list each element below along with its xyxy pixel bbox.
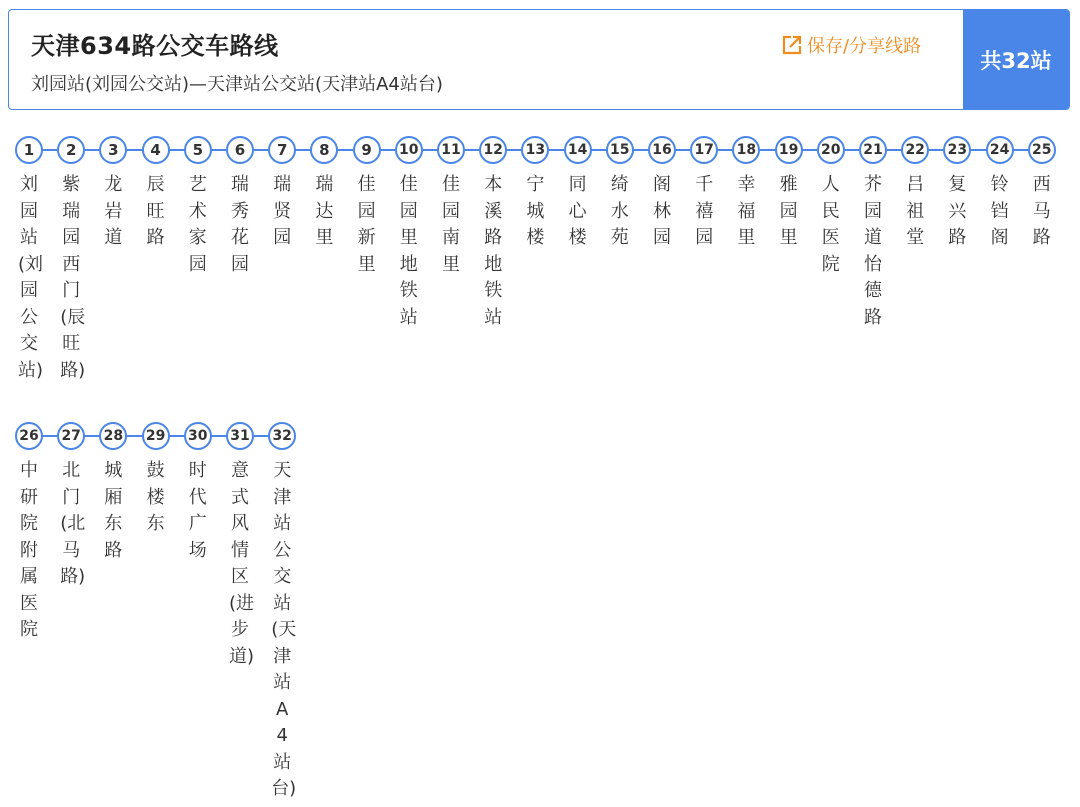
stop-name: 同心楼 xyxy=(568,174,587,248)
stop-name: 紫瑞园西门(辰旺路) xyxy=(60,174,86,381)
stop-number: 30 xyxy=(184,422,212,450)
stop-item[interactable] xyxy=(514,136,556,252)
stop-item[interactable] xyxy=(346,136,388,278)
stop-item[interactable] xyxy=(641,136,683,252)
stop-number: 4 xyxy=(142,136,170,164)
stop-item[interactable] xyxy=(219,136,261,278)
stop-item[interactable] xyxy=(8,136,50,384)
stop-number: 8 xyxy=(310,136,338,164)
stop-number: 6 xyxy=(226,136,254,164)
stop-number: 7 xyxy=(268,136,296,164)
stop-number: 26 xyxy=(15,422,43,450)
stop-number: 29 xyxy=(142,422,170,450)
stop-name: 宁城楼 xyxy=(526,174,545,248)
stop-name: 刘园站(刘园公交站) xyxy=(18,174,44,381)
stop-number: 11 xyxy=(437,136,465,164)
stop-item[interactable] xyxy=(135,136,177,252)
stop-name: 佳园新里 xyxy=(357,174,376,275)
stop-number: 27 xyxy=(57,422,85,450)
stop-number: 5 xyxy=(184,136,212,164)
stop-count-badge: 共32站 xyxy=(963,10,1069,109)
stop-number: 18 xyxy=(732,136,760,164)
stop-item[interactable] xyxy=(261,136,303,252)
stop-number: 25 xyxy=(1028,136,1056,164)
stop-name: 时代广场 xyxy=(188,460,207,561)
stop-name: 阁林园 xyxy=(653,174,671,248)
stop-number: 16 xyxy=(648,136,676,164)
stop-name: 绮水苑 xyxy=(610,174,629,248)
stop-number: 28 xyxy=(99,422,127,450)
stop-name: 鼓楼东 xyxy=(146,460,165,534)
stop-name: 艺术家园 xyxy=(188,174,207,275)
stop-number: 2 xyxy=(57,136,85,164)
stop-item[interactable] xyxy=(1021,136,1063,252)
stop-item[interactable] xyxy=(219,422,261,670)
stop-number: 3 xyxy=(99,136,127,164)
stop-item[interactable] xyxy=(768,136,810,252)
stop-item[interactable] xyxy=(388,136,430,331)
stop-item[interactable] xyxy=(92,136,134,252)
stop-number: 14 xyxy=(564,136,592,164)
stop-item[interactable] xyxy=(303,136,345,252)
share-label: 保存/分享线路 xyxy=(807,36,922,57)
route-subtitle: 刘园站(刘园公交站)—天津站公交站(天津站A4站台) xyxy=(31,74,443,95)
stop-name: 佳园南里 xyxy=(442,174,460,275)
stop-name: 中研院附属医院 xyxy=(20,460,38,640)
stop-number: 22 xyxy=(901,136,929,164)
stop-item[interactable] xyxy=(135,422,177,538)
stop-name: 千禧园 xyxy=(695,174,714,248)
stop-item[interactable] xyxy=(557,136,599,252)
stop-number: 9 xyxy=(353,136,381,164)
stop-item[interactable] xyxy=(725,136,767,252)
stop-name: 瑞达里 xyxy=(315,174,334,248)
stop-item[interactable] xyxy=(50,136,92,384)
stop-item[interactable] xyxy=(894,136,936,252)
stop-number: 20 xyxy=(817,136,845,164)
route-title: 天津634路公交车路线 xyxy=(31,32,279,60)
stop-number: 21 xyxy=(859,136,887,164)
stop-number: 1 xyxy=(15,136,43,164)
stop-name: 吕祖堂 xyxy=(906,174,925,248)
stop-item[interactable] xyxy=(810,136,852,278)
stop-item[interactable] xyxy=(599,136,641,252)
stop-item[interactable] xyxy=(852,136,894,331)
stop-item[interactable] xyxy=(92,422,134,564)
stop-item[interactable] xyxy=(177,136,219,278)
route-header xyxy=(8,9,1070,110)
share-icon xyxy=(781,34,803,56)
stop-item[interactable] xyxy=(683,136,725,252)
stop-name: 瑞贤园 xyxy=(273,174,292,248)
stop-name: 北门(北马路) xyxy=(60,460,86,587)
stop-number: 13 xyxy=(521,136,549,164)
stop-item[interactable] xyxy=(261,422,303,803)
stop-number: 24 xyxy=(986,136,1014,164)
stop-item[interactable] xyxy=(8,422,50,644)
stop-item[interactable] xyxy=(50,422,92,591)
stop-name: 意式风情区(进步道) xyxy=(229,460,255,667)
stop-number: 10 xyxy=(395,136,423,164)
stop-name: 瑞秀花园 xyxy=(231,174,249,275)
stop-number: 32 xyxy=(268,422,296,450)
stop-name: 幸福里 xyxy=(737,174,756,248)
stop-number: 17 xyxy=(690,136,718,164)
stop-name: 芥园道怡德路 xyxy=(864,174,882,328)
stop-item[interactable] xyxy=(430,136,472,278)
stop-number: 15 xyxy=(606,136,634,164)
stop-item[interactable] xyxy=(979,136,1021,252)
stop-name: 铃铛阁 xyxy=(990,174,1009,248)
stop-item[interactable] xyxy=(177,422,219,564)
stop-name: 雅园里 xyxy=(779,174,798,248)
stop-number: 31 xyxy=(226,422,254,450)
stop-name: 复兴路 xyxy=(948,174,967,248)
stop-number: 12 xyxy=(479,136,507,164)
stop-item[interactable] xyxy=(936,136,978,252)
stop-name: 人民医院 xyxy=(821,174,840,275)
stop-name: 天津站公交站(天津站A4站台) xyxy=(271,460,297,799)
stop-number: 23 xyxy=(943,136,971,164)
stop-name: 城厢东路 xyxy=(104,460,123,561)
stop-name: 龙岩道 xyxy=(104,174,123,248)
stop-name: 本溪路地铁站 xyxy=(484,174,503,328)
stop-name: 辰旺路 xyxy=(146,174,165,248)
stop-name: 佳园里地铁站 xyxy=(399,174,418,328)
share-route-button[interactable] xyxy=(781,32,921,58)
stop-number: 19 xyxy=(775,136,803,164)
stop-item[interactable] xyxy=(472,136,514,331)
stop-name: 西马路 xyxy=(1032,174,1051,248)
